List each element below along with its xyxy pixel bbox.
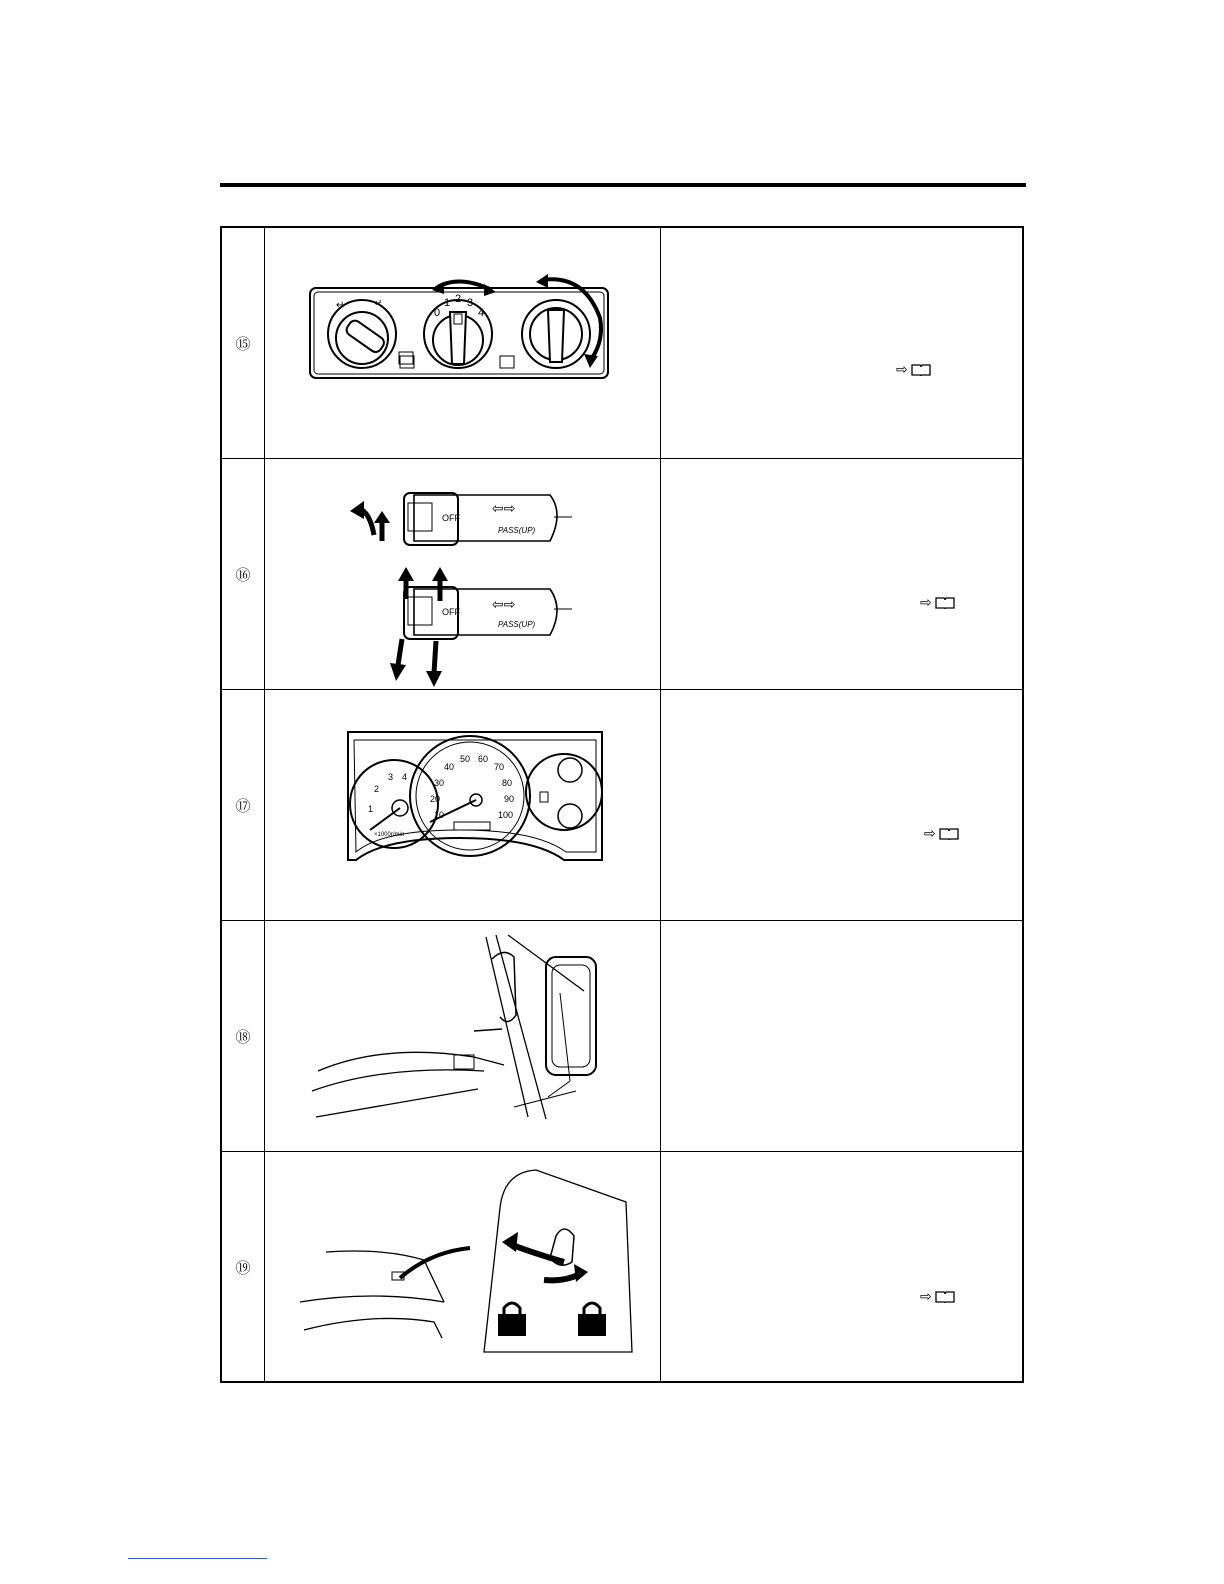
book-icon	[910, 363, 932, 377]
pass-label: PASS(UP)	[498, 620, 536, 629]
speedo-label-100: 100	[498, 810, 514, 820]
book-icon	[934, 596, 956, 610]
combination-switch-illustration	[264, 459, 661, 689]
description-cell	[660, 1152, 1022, 1383]
row-number: ⑲	[222, 1152, 265, 1383]
arrow-icon: ⇨	[896, 361, 908, 377]
fan-speed-0: 0	[434, 307, 441, 319]
svg-text:↵: ↵	[374, 298, 383, 309]
description-cell	[660, 921, 1022, 1151]
table-row	[222, 228, 1022, 459]
arrow-icon: ⇨	[920, 1288, 932, 1304]
svg-text:⇦⇨: ⇦⇨	[492, 596, 516, 612]
off-label: OFF	[442, 607, 460, 617]
combination-switch-icon	[264, 459, 660, 690]
book-icon	[934, 1290, 956, 1304]
door-mirror-icon	[264, 921, 660, 1152]
header-rule	[220, 183, 1026, 187]
tacho-label-1: 1	[368, 804, 374, 814]
description-cell	[660, 690, 1022, 920]
speedo-label-60: 60	[478, 754, 489, 764]
fan-speed-4: 4	[478, 307, 485, 319]
row-number: ⑱	[222, 921, 265, 1151]
row-number: ⑯	[222, 459, 265, 689]
speedo-label-50: 50	[460, 754, 471, 764]
instrument-cluster-illustration	[264, 690, 661, 920]
heater-control-icon	[264, 228, 660, 459]
row-number: ⑮	[222, 228, 265, 458]
tacho-label-3: 3	[388, 772, 394, 782]
speedo-label-10: 10	[434, 810, 445, 820]
tacho-unit: ×1000r/min	[374, 832, 405, 838]
book-icon	[938, 827, 960, 841]
speedo-label-40: 40	[444, 762, 455, 772]
padlock-icon	[578, 1303, 606, 1336]
table-row	[222, 459, 1022, 690]
fan-speed-1: 1	[444, 297, 451, 309]
table-row	[222, 1152, 1022, 1383]
speedo-label-70: 70	[494, 762, 505, 772]
fan-speed-2: 2	[455, 293, 462, 305]
hood-lock-illustration	[264, 1152, 661, 1383]
reference-link[interactable]	[920, 594, 956, 611]
instrument-cluster-icon	[264, 690, 660, 921]
pass-label: PASS(UP)	[498, 526, 536, 535]
table-row	[222, 921, 1022, 1152]
door-mirror-illustration	[264, 921, 661, 1151]
row-number: ⑰	[222, 690, 265, 920]
tacho-label-4: 4	[402, 772, 408, 782]
heater-control-illustration	[264, 228, 661, 458]
arrow-icon: ⇨	[920, 594, 932, 610]
description-cell	[660, 228, 1022, 458]
speedo-label-30: 30	[434, 778, 445, 788]
reference-link[interactable]	[924, 825, 960, 842]
svg-text:↵: ↵	[336, 300, 345, 311]
tacho-label-2: 2	[374, 784, 380, 794]
fan-speed-3: 3	[467, 297, 474, 309]
feature-table	[220, 226, 1024, 1383]
arrow-icon: ⇨	[924, 825, 936, 841]
description-cell	[660, 459, 1022, 689]
footer-link-underline[interactable]	[128, 1558, 267, 1559]
reference-link[interactable]	[920, 1288, 956, 1305]
speedo-label-80: 80	[502, 778, 513, 788]
svg-text:⇦⇨: ⇦⇨	[492, 500, 516, 516]
hood-lock-icon	[264, 1152, 660, 1383]
padlock-icon	[498, 1303, 526, 1336]
reference-link[interactable]	[896, 361, 932, 378]
off-label: OFF	[442, 513, 460, 523]
table-row	[222, 690, 1022, 921]
speedo-label-20: 20	[430, 794, 441, 804]
speedo-label-90: 90	[504, 794, 515, 804]
